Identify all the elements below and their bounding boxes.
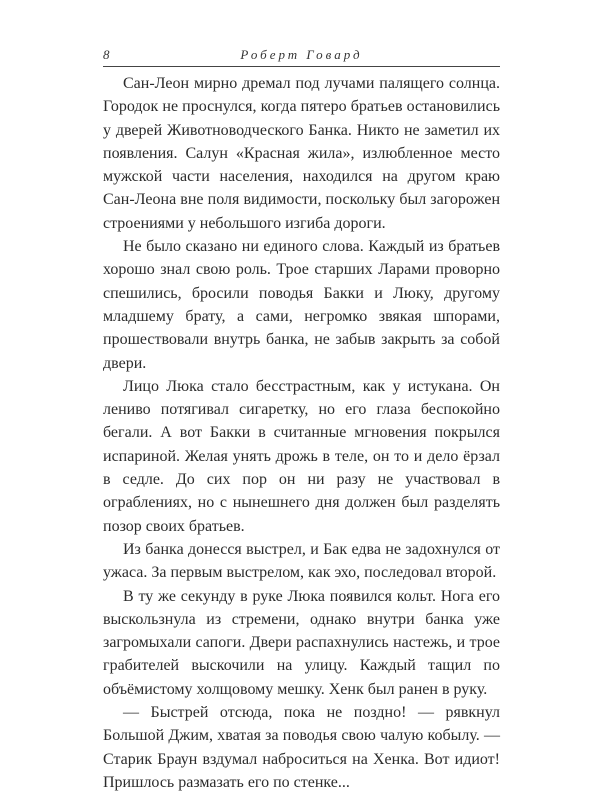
paragraph: Лицо Люка стало бесстрастным, как у истукана. Он лениво потягивал сигаретку, но его глаза беспокойно бегали. А вот Бакки в считанные мгновения покрылся испариной. Желая унять дрожь в теле, он то и дело ёрзал в седле. До сих пор он ни разу не участвовал в ограблениях, но с нынешнего дня должен был разделять позор своих братьев. [103, 377, 500, 535]
page-number: 8 [103, 47, 110, 62]
paragraph: В ту же секунду в руке Люка появился кольт. Нога его выскользнула из стремени, однако внутри банка уже загромыхали сапоги. Двери распахнулись настежь, и трое грабителей выскочили на улицу. Каждый тащил по объёмистому холщовому мешку. Хенк был ранен в руку. [103, 587, 500, 698]
page-header [103, 47, 500, 67]
paragraph: Не было сказано ни единого слова. Каждый из братьев хорошо знал свою роль. Трое старших Ларами проворно спешились, бросили поводья Бакки и Люку, другому младшему брату, а сами, негромко звякая шпорами, прошествовали внутрь банка, не забыв закрыть за собой двери. [103, 238, 500, 372]
paragraph: Из банка донесся выстрел, и Бак едва не задохнулся от ужаса. За первым выстрелом, как эхо, последовал второй. [103, 540, 500, 582]
paragraph: Сан-Леон мирно дремал под лучами палящего солнца. Городок не проснулся, когда пятеро братьев остановились у дверей Животноводческого Банка. Никто не заметил их появления. Салун «Красная жила», излюбленное место мужской части населения, находился на другом краю Сан-Леона вне поля видимости, поскольку был загорожен строениями у небольшого изгиба дороги. [103, 75, 500, 232]
paragraph: — Быстрей отсюда, пока не поздно! — рявкнул Большой Джим, хватая за поводья свою чалую кобылу. — Старик Браун вздумал наброситься на Хенка. Вот идиот! Пришлось размазать его по стенке... [103, 704, 500, 791]
body-text [103, 72, 500, 794]
header-rule [103, 66, 500, 67]
running-head-author: Роберт Говард [240, 47, 363, 62]
